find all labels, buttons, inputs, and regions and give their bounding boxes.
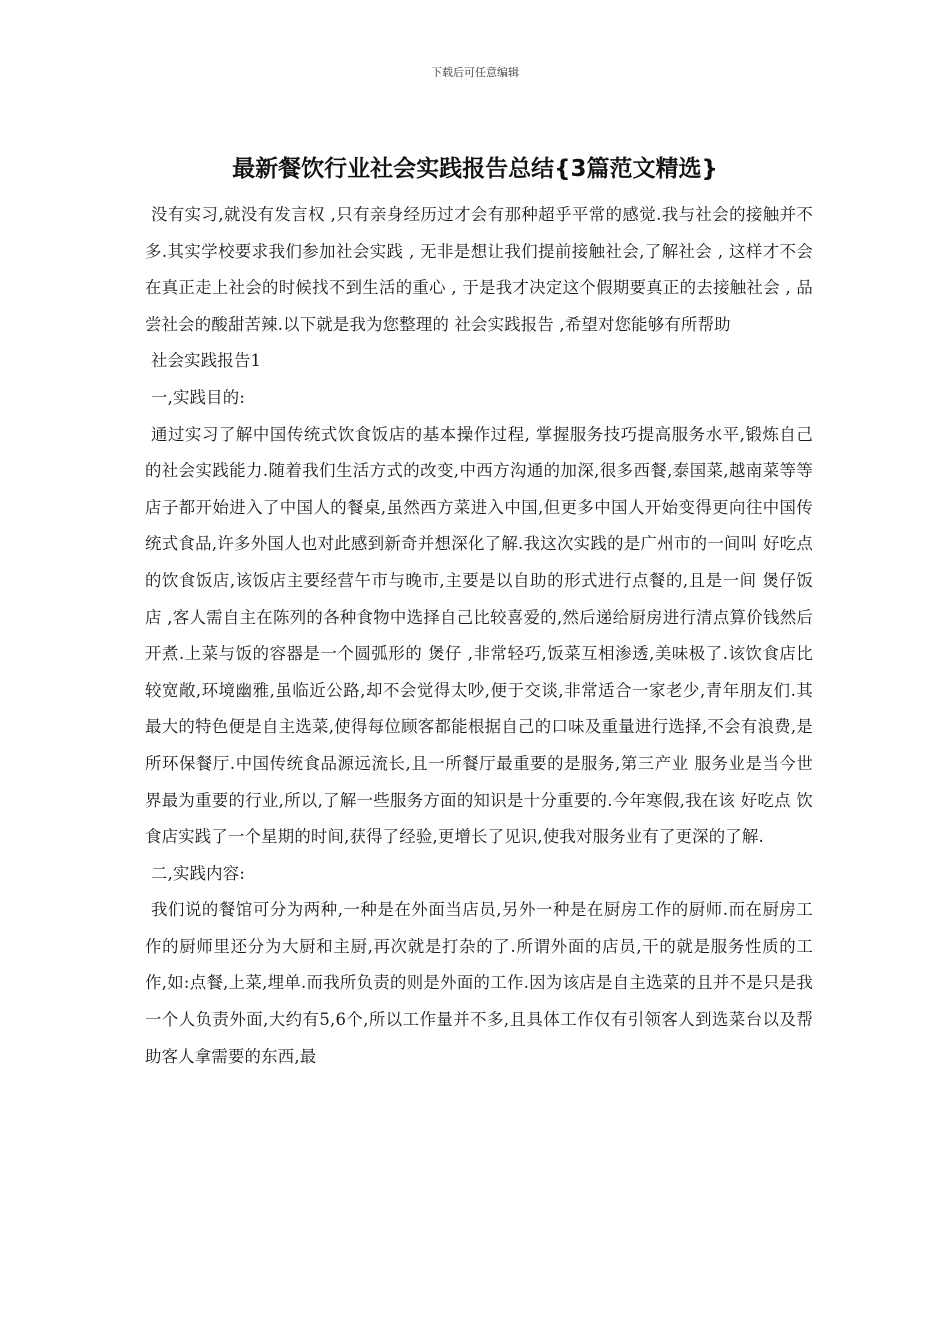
section-heading-purpose: 一,实践目的:	[151, 387, 246, 407]
intro-paragraph: 没有实习,就没有发言权 ,只有亲身经历过才会有那种超乎平常的感觉.我与社会的接触并不多.其实学校要求我们参加社会实践 , 无非是想让我们提前接触社会,了解社会 , 这样才不会在真正走上社会的时候找不到生活的重心 , 于是我才决定这个假期要真正的去接触社会 , 品尝社会的酸甜苦辣.以下就是我为您整理的 社会实践报告 ,希望对您能够有所帮助	[145, 205, 813, 334]
header-note: 下载后可任意编辑	[431, 66, 519, 79]
section-heading-content: 二,实践内容:	[151, 863, 246, 883]
document-body	[145, 197, 813, 1075]
content-paragraph: 我们说的餐馆可分为两种,一种是在外面当店员,另外一种是在厨房工作的厨师.而在厨房工作的厨师里还分为大厨和主厨,再次就是打杂的了.所谓外面的店员,干的就是服务性质的工作,如:点餐,上菜,埋单.而我所负责的则是外面的工作.因为该店是自主选菜的且并不是只是我一个人负责外面,大约有5,6个,所以工作量并不多,且具体工作仅有引领客人到选菜台以及帮助客人拿需要的东西,最	[145, 900, 813, 1066]
purpose-paragraph: 通过实习了解中国传统式饮食饭店的基本操作过程, 掌握服务技巧提高服务水平,锻炼自己的社会实践能力.随着我们生活方式的改变,中西方沟通的加深,很多西餐,泰国菜,越南菜等等店子都开始进入了中国人的餐桌,虽然西方菜进入中国,但更多中国人开始变得更向往中国传统式食品,许多外国人也对此感到新奇并想深化了解.我这次实践的是广州市的一间叫 好吃点 的饮食饭店,该饭店主要经营午市与晚市,主要是以自助的形式进行点餐的,且是一间 煲仔饭店 ,客人需自主在陈列的各种食物中选择自己比较喜爱的,然后递给厨房进行清点算价钱然后开煮.上菜与饭的容器是一个圆弧形的 煲仔 ,非常轻巧,饭菜互相渗透,美味极了.该饮食店比较宽敞,环境幽雅,虽临近公路,却不会觉得太吵,便于交谈,非常适合一家老少,青年朋友们.其最大的特色便是自主选菜,使得每位顾客都能根据自己的口味及重量进行选择,不会有浪费,是所环保餐厅.中国传统食品源远流长,且一所餐厅最重要的是服务,第三产业 服务业是当今世界最为重要的行业,所以,了解一些服务方面的知识是十分重要的.今年寒假,我在该 好吃点 饮食店实践了一个星期的时间,获得了经验,更增长了见识,使我对服务业有了更深的了解.	[145, 424, 813, 847]
document-title: 最新餐饮行业社会实践报告总结{3篇范文精选}	[232, 156, 718, 182]
section-heading-report-1: 社会实践报告1	[151, 351, 262, 371]
